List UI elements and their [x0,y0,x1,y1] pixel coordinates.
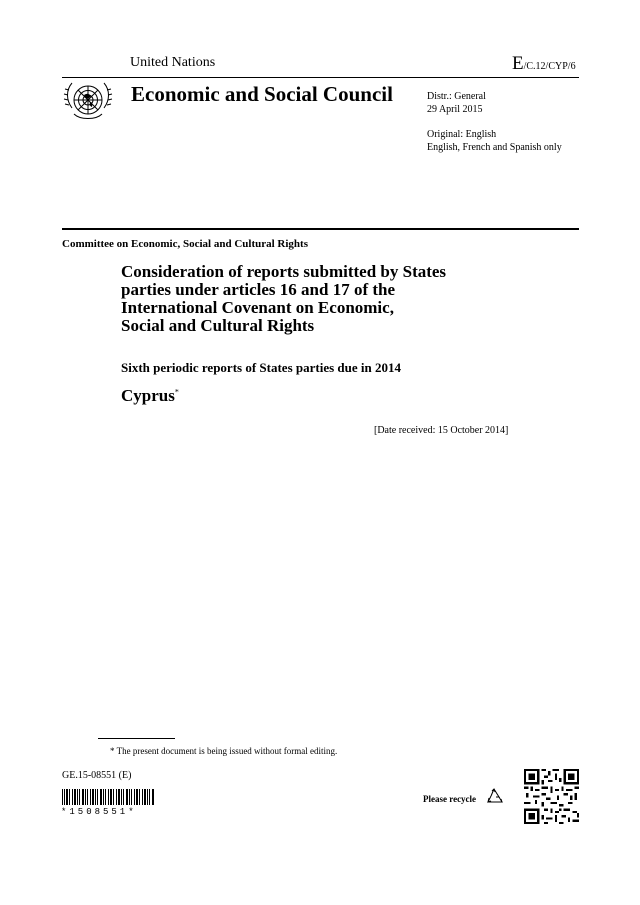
ge-number: GE.15-08551 (E) [62,770,132,781]
document-symbol-rest: /C.12/CYP/6 [523,61,576,72]
document-subtitle: Sixth periodic reports of States parties due in 2014 [121,360,401,375]
document-title [121,263,501,335]
council-name: Economic and Social Council [131,82,393,106]
recycle-icon [483,786,505,808]
available-languages: English, French and Spanish only [427,142,562,153]
footnote-rule [98,738,175,739]
country-heading [121,386,179,406]
date-received: [Date received: 15 October 2014] [374,425,509,436]
title-line: parties under articles 16 and 17 of the [121,280,396,299]
title-line: Consideration of reports submitted by States [121,262,447,281]
committee-name: Committee on Economic, Social and Cultural Rights [62,238,308,250]
header-rule [62,77,579,78]
footnote: * The present document is being issued without formal editing. [110,746,338,756]
barcode-icon [62,789,154,805]
country-name: Cyprus [121,386,175,405]
un-emblem-icon [60,78,116,126]
footnote-marker: * [174,387,179,397]
qr-code-icon [524,769,579,824]
distribution-label: Distr.: General [427,91,486,102]
document-symbol-prefix: E [512,53,524,74]
document-symbol [512,53,576,75]
organization-name: United Nations [130,55,216,70]
title-line: International Covenant on Economic, [121,298,394,317]
recycle-label: Please recycle [423,794,477,804]
document-date: 29 April 2015 [427,104,483,115]
original-language: Original: English [427,129,497,140]
barcode-number: *1508551* [61,807,137,817]
main-rule [62,228,579,230]
title-line: Social and Cultural Rights [121,316,315,335]
